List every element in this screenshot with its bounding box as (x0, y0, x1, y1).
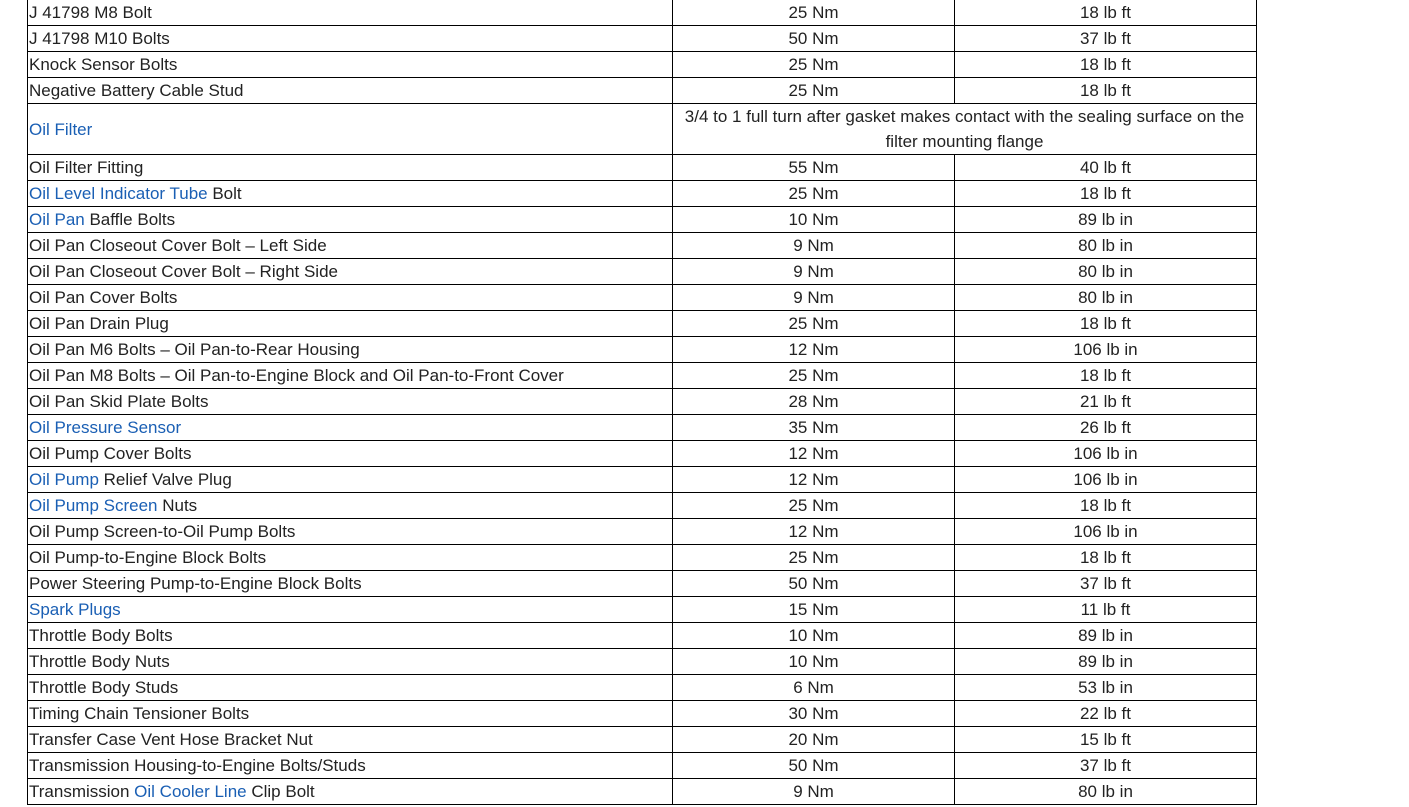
component-cell (28, 519, 673, 545)
component-cell (28, 155, 673, 181)
english-value-cell: 80 lb in (955, 233, 1257, 259)
component-text: Bolt (207, 184, 242, 203)
component-cell (28, 727, 673, 753)
table-row (28, 0, 1257, 26)
component-text: Clip Bolt (246, 782, 315, 801)
metric-value-cell: 10 Nm (673, 207, 955, 233)
component-text: Power Steering Pump-to-Engine Block Bolts (29, 574, 362, 593)
english-value-cell: 106 lb in (955, 467, 1257, 493)
component-text: Transfer Case Vent Hose Bracket Nut (29, 730, 313, 749)
component-text: J 41798 M8 Bolt (29, 3, 152, 22)
component-cell (28, 104, 673, 155)
metric-value-cell: 35 Nm (673, 415, 955, 441)
table-row (28, 285, 1257, 311)
component-text: Transmission Housing-to-Engine Bolts/Studs (29, 756, 366, 775)
component-cell (28, 649, 673, 675)
metric-value-cell: 12 Nm (673, 337, 955, 363)
table-row (28, 727, 1257, 753)
component-cell (28, 493, 673, 519)
english-value-cell: 80 lb in (955, 259, 1257, 285)
table-row (28, 311, 1257, 337)
component-cell (28, 779, 673, 805)
component-cell (28, 441, 673, 467)
english-value-cell: 18 lb ft (955, 311, 1257, 337)
english-value-cell: 80 lb in (955, 285, 1257, 311)
table-row (28, 623, 1257, 649)
metric-value-cell: 28 Nm (673, 389, 955, 415)
metric-value-cell: 50 Nm (673, 753, 955, 779)
english-value-cell: 89 lb in (955, 207, 1257, 233)
metric-value-cell: 55 Nm (673, 155, 955, 181)
table-row (28, 441, 1257, 467)
component-cell (28, 389, 673, 415)
metric-value-cell: 12 Nm (673, 441, 955, 467)
component-text: Oil Pan Skid Plate Bolts (29, 392, 209, 411)
component-cell (28, 207, 673, 233)
english-value-cell: 106 lb in (955, 441, 1257, 467)
component-text: Oil Pan Drain Plug (29, 314, 169, 333)
component-text: Knock Sensor Bolts (29, 55, 178, 74)
english-value-cell: 18 lb ft (955, 545, 1257, 571)
component-text: Oil Pump Cover Bolts (29, 444, 192, 463)
table-row (28, 389, 1257, 415)
component-cell (28, 701, 673, 727)
component-text: Oil Pan Closeout Cover Bolt – Right Side (29, 262, 338, 281)
metric-value-cell: 25 Nm (673, 311, 955, 337)
english-value-cell: 37 lb ft (955, 26, 1257, 52)
metric-value-cell: 9 Nm (673, 285, 955, 311)
english-value-cell: 15 lb ft (955, 727, 1257, 753)
component-link[interactable]: Oil Cooler Line (134, 782, 247, 801)
table-row (28, 493, 1257, 519)
component-text: Oil Pan Cover Bolts (29, 288, 178, 307)
component-cell (28, 571, 673, 597)
metric-value-cell: 25 Nm (673, 78, 955, 104)
metric-value-cell: 10 Nm (673, 623, 955, 649)
table-row (28, 675, 1257, 701)
metric-value-cell: 12 Nm (673, 467, 955, 493)
table-row (28, 701, 1257, 727)
component-link[interactable]: Oil Pan (29, 210, 85, 229)
english-value-cell: 89 lb in (955, 649, 1257, 675)
table-row (28, 467, 1257, 493)
component-cell (28, 233, 673, 259)
component-cell (28, 26, 673, 52)
component-cell (28, 337, 673, 363)
specification-note-cell: 3/4 to 1 full turn after gasket makes contact with the sealing surface on the filter mounting flange (673, 104, 1257, 155)
english-value-cell: 11 lb ft (955, 597, 1257, 623)
table-row (28, 363, 1257, 389)
component-link[interactable]: Oil Filter (29, 119, 93, 139)
english-value-cell: 18 lb ft (955, 78, 1257, 104)
english-value-cell: 89 lb in (955, 623, 1257, 649)
component-cell (28, 52, 673, 78)
metric-value-cell: 12 Nm (673, 519, 955, 545)
metric-value-cell: 25 Nm (673, 545, 955, 571)
metric-value-cell: 9 Nm (673, 779, 955, 805)
component-text: Oil Pan Closeout Cover Bolt – Left Side (29, 236, 327, 255)
table-row (28, 337, 1257, 363)
torque-spec-table-body (28, 0, 1257, 805)
metric-value-cell: 50 Nm (673, 571, 955, 597)
metric-value-cell: 6 Nm (673, 675, 955, 701)
component-text: Relief Valve Plug (98, 470, 232, 489)
english-value-cell: 40 lb ft (955, 155, 1257, 181)
table-row (28, 52, 1257, 78)
table-row (28, 104, 1257, 155)
metric-value-cell: 25 Nm (673, 181, 955, 207)
table-row (28, 571, 1257, 597)
table-row (28, 26, 1257, 52)
component-text: Timing Chain Tensioner Bolts (29, 704, 250, 723)
component-text: J 41798 M10 Bolts (29, 29, 170, 48)
metric-value-cell: 50 Nm (673, 26, 955, 52)
component-link[interactable]: Oil Pump Screen (29, 496, 158, 515)
table-row (28, 779, 1257, 805)
component-cell (28, 675, 673, 701)
english-value-cell: 37 lb ft (955, 753, 1257, 779)
table-row (28, 597, 1257, 623)
table-row (28, 207, 1257, 233)
english-value-cell: 18 lb ft (955, 363, 1257, 389)
component-text: Oil Pan M6 Bolts – Oil Pan-to-Rear Housing (29, 340, 360, 359)
english-value-cell: 37 lb ft (955, 571, 1257, 597)
component-text: Oil Pump Screen-to-Oil Pump Bolts (29, 522, 296, 541)
component-cell (28, 259, 673, 285)
table-row (28, 545, 1257, 571)
table-row (28, 78, 1257, 104)
component-text: Throttle Body Nuts (29, 652, 170, 671)
component-cell (28, 753, 673, 779)
table-row (28, 233, 1257, 259)
component-link[interactable]: Spark Plugs (29, 600, 121, 619)
english-value-cell: 80 lb in (955, 779, 1257, 805)
metric-value-cell: 10 Nm (673, 649, 955, 675)
torque-spec-table (27, 0, 1257, 805)
english-value-cell: 18 lb ft (955, 52, 1257, 78)
component-text: Negative Battery Cable Stud (29, 81, 244, 100)
metric-value-cell: 30 Nm (673, 701, 955, 727)
component-cell (28, 285, 673, 311)
component-text: Oil Pump-to-Engine Block Bolts (29, 548, 267, 567)
table-row (28, 649, 1257, 675)
table-row (28, 259, 1257, 285)
component-cell (28, 0, 673, 26)
component-link[interactable]: Oil Pump (29, 470, 99, 489)
component-cell (28, 415, 673, 441)
component-link[interactable]: Oil Pressure Sensor (29, 418, 182, 437)
component-cell (28, 363, 673, 389)
metric-value-cell: 20 Nm (673, 727, 955, 753)
table-row (28, 155, 1257, 181)
component-cell (28, 467, 673, 493)
table-row (28, 753, 1257, 779)
component-link[interactable]: Oil Level Indicator Tube (29, 184, 208, 203)
metric-value-cell: 25 Nm (673, 52, 955, 78)
metric-value-cell: 25 Nm (673, 0, 955, 26)
metric-value-cell: 9 Nm (673, 233, 955, 259)
component-cell (28, 623, 673, 649)
english-value-cell: 22 lb ft (955, 701, 1257, 727)
metric-value-cell: 25 Nm (673, 493, 955, 519)
component-text: Baffle Bolts (84, 210, 176, 229)
torque-spec-table-wrapper (27, 0, 1256, 805)
english-value-cell: 18 lb ft (955, 493, 1257, 519)
table-row (28, 181, 1257, 207)
component-text: Oil Filter Fitting (29, 158, 144, 177)
component-text: Nuts (157, 496, 198, 515)
component-cell (28, 545, 673, 571)
component-cell (28, 78, 673, 104)
component-text: Oil Pan M8 Bolts – Oil Pan-to-Engine Block and Oil Pan-to-Front Cover (29, 366, 564, 385)
metric-value-cell: 25 Nm (673, 363, 955, 389)
metric-value-cell: 9 Nm (673, 259, 955, 285)
english-value-cell: 26 lb ft (955, 415, 1257, 441)
table-row (28, 415, 1257, 441)
component-cell (28, 311, 673, 337)
component-text: Throttle Body Studs (29, 678, 179, 697)
english-value-cell: 106 lb in (955, 337, 1257, 363)
english-value-cell: 53 lb in (955, 675, 1257, 701)
component-cell (28, 181, 673, 207)
metric-value-cell: 15 Nm (673, 597, 955, 623)
table-row (28, 519, 1257, 545)
english-value-cell: 21 lb ft (955, 389, 1257, 415)
english-value-cell: 18 lb ft (955, 181, 1257, 207)
component-cell (28, 597, 673, 623)
english-value-cell: 106 lb in (955, 519, 1257, 545)
component-text: Transmission (29, 782, 135, 801)
component-text: Throttle Body Bolts (29, 626, 173, 645)
english-value-cell: 18 lb ft (955, 0, 1257, 26)
